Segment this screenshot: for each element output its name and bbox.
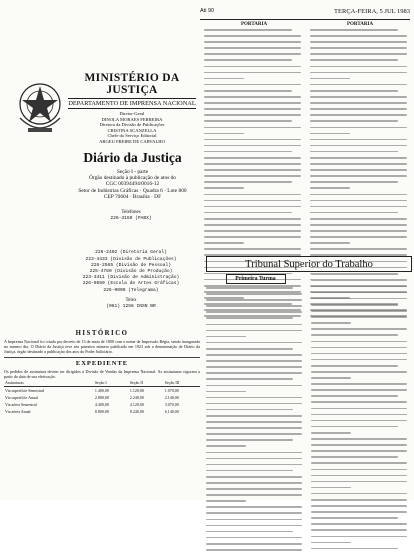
text-line xyxy=(204,236,304,241)
text-line xyxy=(311,487,410,492)
phone-entry: 226-3159 (PABX) xyxy=(110,216,152,222)
journal-line: CGC 00394494/0016-12 xyxy=(105,181,160,188)
text-line xyxy=(311,426,410,431)
text-line xyxy=(311,316,410,321)
text-line xyxy=(206,476,305,481)
text-line xyxy=(206,525,305,530)
text-line xyxy=(311,310,410,315)
table-cell: 2.140,00 xyxy=(164,395,179,400)
text-line xyxy=(204,145,304,150)
text-line xyxy=(206,549,305,554)
text-line xyxy=(310,102,410,107)
text-line xyxy=(310,151,410,156)
text-line xyxy=(311,432,410,437)
table-row xyxy=(4,394,200,401)
text-line xyxy=(206,348,305,353)
text-line xyxy=(310,139,410,144)
text-line xyxy=(311,444,410,449)
text-line xyxy=(206,415,305,420)
text-line xyxy=(206,482,305,487)
text-line xyxy=(311,280,410,285)
table-cell: 2.800,00 xyxy=(94,395,109,400)
page-date: TERÇA-FEIRA, 5 JUL 1983 xyxy=(334,8,410,15)
text-line xyxy=(310,47,410,52)
text-line xyxy=(311,274,410,279)
coat-of-arms-icon xyxy=(14,78,66,136)
text-line xyxy=(310,248,410,253)
text-line xyxy=(310,157,410,162)
staff-line: CRISTINA SCANZELLA xyxy=(107,127,157,133)
text-line xyxy=(206,378,305,383)
text-line xyxy=(310,29,410,34)
text-line xyxy=(310,194,410,199)
column-heading: PORTARIA xyxy=(240,22,268,27)
expedient-intro: Os pedidos de assinatura devem ser dirigidos à Divisão de Vendas da Imprensa Nacional. As assinaturas vigoram a partir da data de sua efetivação. xyxy=(4,369,200,379)
text-line xyxy=(311,517,410,522)
text-line xyxy=(310,242,410,247)
table-header: Assinaturas xyxy=(4,379,94,387)
text-line xyxy=(311,511,410,516)
phones-block xyxy=(66,210,196,310)
history-text: A Imprensa Nacional foi criada por decreto de 13 de maio de 1808 com o nome de Impressão Régia, sendo inaugurada no mesmo dia. O Diário da Justiça teve seu primeiro número publicado em 1923 sob a denominação de Diário da Justiça, órgão destinado a publicação dos atos do Poder Judiciário. xyxy=(4,339,200,354)
table-cell: 1.070,00 xyxy=(164,388,179,393)
journal-line: Órgão destinado à publicação de atos do xyxy=(88,175,177,182)
text-line xyxy=(311,438,410,443)
page-label: Ati 90 xyxy=(200,8,215,14)
phone-entry: 223-3411 (Divisão de Administração) xyxy=(82,275,180,281)
text-line xyxy=(310,59,410,64)
text-line xyxy=(206,311,305,316)
text-line xyxy=(204,181,304,186)
text-line xyxy=(310,108,410,113)
staff-line: Diretora da Divisão de Publicações xyxy=(99,122,165,128)
text-line xyxy=(311,420,410,425)
column-heading: PORTARIA xyxy=(346,22,374,27)
text-line xyxy=(204,114,304,119)
text-line xyxy=(204,47,304,52)
text-line xyxy=(310,169,410,174)
text-line xyxy=(311,365,410,370)
text-lines xyxy=(311,274,410,553)
text-line xyxy=(204,248,304,253)
text-line xyxy=(204,151,304,156)
text-line xyxy=(204,90,304,95)
text-line xyxy=(311,389,410,394)
text-line xyxy=(204,120,304,125)
staff-line: ARGEU FREIRE DE CARVALHO xyxy=(99,138,165,144)
table-row xyxy=(4,401,200,408)
tribunal-banner: Tribunal Superior do Trabalho xyxy=(206,256,412,272)
text-line xyxy=(206,409,305,414)
phone-entry: 226-9650 (Escola de Artes Gráficas) xyxy=(82,281,180,287)
text-line xyxy=(206,458,305,463)
text-line xyxy=(310,114,410,119)
text-line xyxy=(204,78,304,83)
table-cell: 3.070,00 xyxy=(164,402,179,407)
text-line xyxy=(311,298,410,303)
phones-label: Telefones xyxy=(121,210,141,215)
text-line xyxy=(204,187,304,192)
table-cell: Via aérea Semestral xyxy=(5,402,37,407)
text-line xyxy=(206,427,305,432)
text-line xyxy=(310,133,410,138)
text-line xyxy=(311,481,410,486)
text-column xyxy=(311,272,410,554)
phone-entry: 226-2402 (Diretoria Geral) xyxy=(95,250,167,256)
text-line xyxy=(206,470,305,475)
text-line xyxy=(310,66,410,71)
text-line xyxy=(206,439,305,444)
staff-line: Chefe do Serviço Editorial xyxy=(107,133,157,139)
text-line xyxy=(204,72,304,77)
text-line xyxy=(311,450,410,455)
table-header: Seção I xyxy=(94,379,129,387)
text-line xyxy=(311,505,410,510)
text-line xyxy=(310,35,410,40)
table-cell: 8.800,00 xyxy=(94,409,109,414)
phone-entry: 225-4780 (Divisão de Produção) xyxy=(89,269,173,275)
text-line xyxy=(204,169,304,174)
subscription-table xyxy=(4,379,200,415)
department-title: DEPARTAMENTO DE IMPRENSA NACIONAL xyxy=(68,100,196,107)
text-line xyxy=(310,230,410,235)
telex-label: Telex xyxy=(125,297,137,303)
text-line xyxy=(311,395,410,400)
text-line xyxy=(310,175,410,180)
text-line xyxy=(310,187,410,192)
text-line xyxy=(206,372,305,377)
phone-entry: 226-2565 (Divisão de Pessoal) xyxy=(91,262,171,268)
text-line xyxy=(311,328,410,333)
text-line xyxy=(206,397,305,402)
text-line xyxy=(310,84,410,89)
section-heading: Primeira Turma xyxy=(226,274,286,284)
text-line xyxy=(206,403,305,408)
text-line xyxy=(311,536,410,541)
text-line xyxy=(206,391,305,396)
text-line xyxy=(206,519,305,524)
text-line xyxy=(206,354,305,359)
text-line xyxy=(206,287,305,292)
table-cell: 4.120,00 xyxy=(129,402,144,407)
text-line xyxy=(204,200,304,205)
text-line xyxy=(206,543,305,548)
table-header: Seção II xyxy=(129,379,164,387)
text-line xyxy=(310,200,410,205)
text-line xyxy=(311,493,410,498)
text-line xyxy=(206,464,305,469)
text-line xyxy=(206,433,305,438)
text-line xyxy=(311,414,410,419)
table-cell: Via aérea Anual xyxy=(5,409,31,414)
text-line xyxy=(206,336,305,341)
text-line xyxy=(206,342,305,347)
journal-line: CEP 70604 · Brasília · DF xyxy=(103,193,162,200)
text-line xyxy=(204,212,304,217)
text-line xyxy=(206,445,305,450)
text-line xyxy=(204,206,304,211)
text-line xyxy=(204,133,304,138)
text-line xyxy=(206,299,305,304)
table-cell: 6.140,00 xyxy=(164,409,179,414)
text-line xyxy=(310,96,410,101)
text-line xyxy=(311,529,410,534)
table-cell: 2.240,00 xyxy=(129,395,144,400)
table-cell: 1.120,00 xyxy=(129,388,144,393)
table-row xyxy=(4,408,200,415)
text-line xyxy=(206,293,305,298)
text-line xyxy=(311,408,410,413)
text-line xyxy=(206,488,305,493)
table-row xyxy=(4,387,200,395)
text-line xyxy=(204,127,304,132)
text-line xyxy=(311,292,410,297)
text-line xyxy=(206,500,305,505)
text-line xyxy=(310,120,410,125)
masthead xyxy=(68,72,196,145)
text-line xyxy=(204,29,304,34)
journal-block xyxy=(60,150,205,200)
text-line xyxy=(206,512,305,517)
text-line xyxy=(310,72,410,77)
table-cell: Via superfície Semestral xyxy=(5,388,45,393)
text-line xyxy=(206,531,305,536)
text-line xyxy=(206,366,305,371)
text-line xyxy=(206,317,305,322)
text-line xyxy=(311,371,410,376)
text-line xyxy=(310,163,410,168)
text-line xyxy=(311,456,410,461)
text-line xyxy=(311,383,410,388)
text-line xyxy=(311,401,410,406)
text-line xyxy=(310,145,410,150)
expedient-title: EXPEDIENTE xyxy=(4,357,200,367)
text-line xyxy=(311,542,410,547)
staff-line: Diretor-Geral xyxy=(119,111,145,116)
table-cell: 1.400,00 xyxy=(94,388,109,393)
text-line xyxy=(311,359,410,364)
text-line xyxy=(204,59,304,64)
text-line xyxy=(204,66,304,71)
journal-line: Setor de Indústrias Gráficas · Quadra 6 · Lote 800 xyxy=(78,187,187,194)
text-line xyxy=(310,181,410,186)
text-line xyxy=(311,322,410,327)
ministry-title: MINISTÉRIO DA JUSTIÇA xyxy=(84,72,180,96)
text-line xyxy=(311,523,410,528)
text-line xyxy=(311,548,410,553)
text-column xyxy=(206,272,305,554)
text-line xyxy=(310,212,410,217)
text-line xyxy=(204,157,304,162)
text-line xyxy=(311,353,410,358)
text-line xyxy=(310,218,410,223)
text-line xyxy=(204,102,304,107)
text-line xyxy=(310,90,410,95)
text-line xyxy=(206,452,305,457)
text-line xyxy=(204,96,304,101)
text-line xyxy=(204,53,304,58)
phone-entry: 223-4433 (Divisão de Publicações) xyxy=(85,256,177,262)
text-line xyxy=(310,206,410,211)
text-line xyxy=(206,385,305,390)
history-title: HISTÓRICO xyxy=(75,330,129,337)
text-line xyxy=(311,469,410,474)
table-cell: 4.400,00 xyxy=(94,402,109,407)
staff-line: DINOLA MORAES FERREIRA xyxy=(101,116,163,122)
page-header xyxy=(200,8,410,20)
text-line xyxy=(310,224,410,229)
text-line xyxy=(311,462,410,467)
text-line xyxy=(311,286,410,291)
text-line xyxy=(204,242,304,247)
text-line xyxy=(311,341,410,346)
text-line xyxy=(206,506,305,511)
text-line xyxy=(204,175,304,180)
table-cell: Via superfície Anual xyxy=(5,395,38,400)
text-line xyxy=(204,84,304,89)
text-line xyxy=(204,194,304,199)
text-line xyxy=(204,41,304,46)
journal-line: Seção I - parte xyxy=(116,169,149,175)
text-line xyxy=(206,324,305,329)
text-line xyxy=(204,230,304,235)
text-line xyxy=(204,139,304,144)
text-line xyxy=(310,53,410,58)
text-line xyxy=(206,330,305,335)
text-line xyxy=(204,224,304,229)
text-line xyxy=(310,78,410,83)
text-line xyxy=(204,163,304,168)
text-line xyxy=(311,304,410,309)
table-header: Seção III xyxy=(164,379,200,387)
history-section xyxy=(4,330,200,415)
text-line xyxy=(206,537,305,542)
table-cell: 8.240,00 xyxy=(129,409,144,414)
text-line xyxy=(311,334,410,339)
text-line xyxy=(204,35,304,40)
text-line xyxy=(206,305,305,310)
telex-number: (061) 1256 INSN BR xyxy=(106,304,156,310)
text-line xyxy=(206,421,305,426)
text-line xyxy=(311,347,410,352)
text-line xyxy=(204,108,304,113)
text-line xyxy=(310,236,410,241)
text-line xyxy=(311,377,410,382)
text-line xyxy=(310,41,410,46)
text-line xyxy=(206,494,305,499)
phone-entry: 226-0009 (Telegrama) xyxy=(103,287,159,293)
text-line xyxy=(311,475,410,480)
text-line xyxy=(204,218,304,223)
tribunal-body xyxy=(206,272,410,554)
text-line xyxy=(310,127,410,132)
journal-title: Diário da Justiça xyxy=(83,150,182,165)
text-lines xyxy=(206,287,305,554)
text-line xyxy=(206,360,305,365)
